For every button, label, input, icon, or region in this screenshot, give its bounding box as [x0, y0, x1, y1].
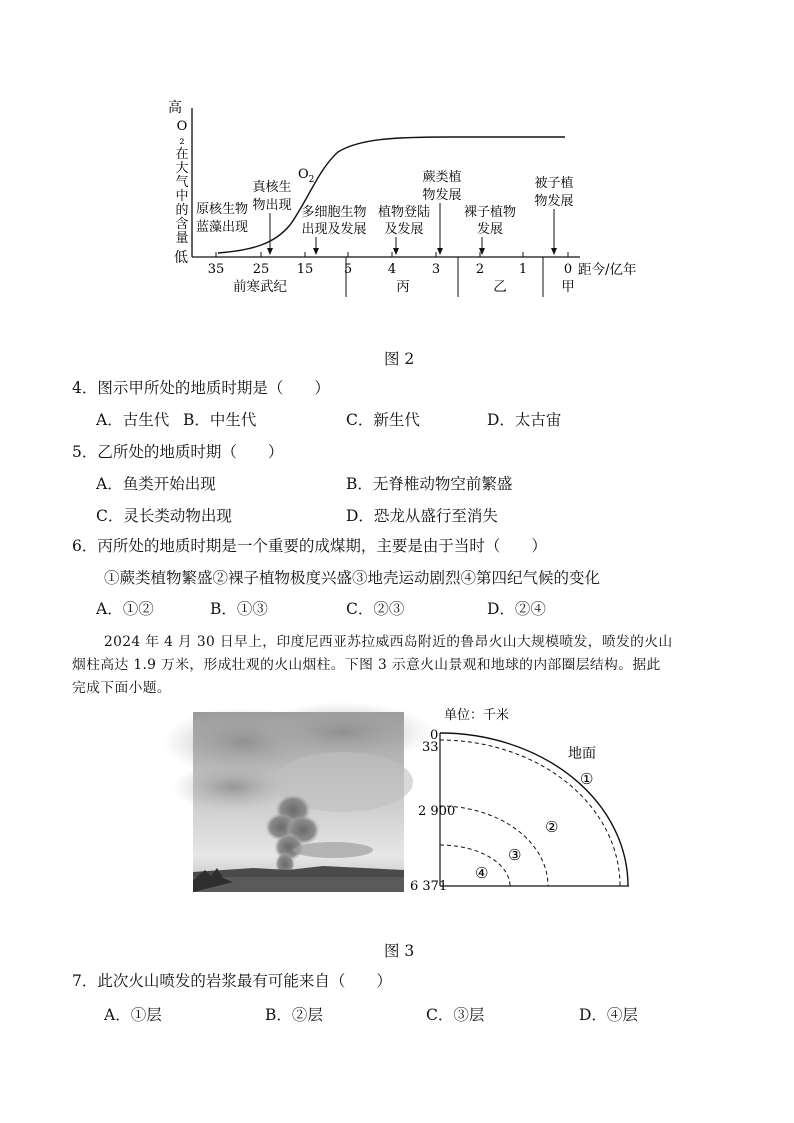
x-axis-tick-label: 35 [207, 262, 225, 277]
unit-label: 单位：千米 [444, 708, 510, 723]
surface-arc [440, 733, 628, 886]
question-5-option-a[interactable]: A．鱼类开始出现 [96, 475, 216, 493]
question-5-option-c[interactable]: C．灵长类动物出现 [96, 507, 232, 525]
depth-label-2900: 2 900 [418, 804, 456, 819]
era-label-yi: 乙 [493, 279, 507, 295]
event-label-line-1: 原核生物 [195, 202, 249, 217]
x-axis-tick-labels [208, 262, 572, 277]
event-label-line-2: 出现及发展 [301, 222, 367, 237]
passage-line-3: 完成下面小题。 [72, 680, 172, 696]
x-axis-tick-label: 3 [431, 262, 441, 277]
y-axis-title-char: 中 [175, 189, 189, 204]
event-arrow-head [313, 248, 319, 255]
question-7-option-a[interactable]: A．①层 [104, 1006, 162, 1024]
event-arrow-head [551, 248, 557, 255]
question-6-option-b[interactable]: B．①③ [210, 600, 268, 618]
layer-label-3: ③ [508, 846, 522, 864]
question-7-stem: 7．此次火山喷发的岩浆最有可能来自（ ） [72, 972, 392, 990]
era-label-jia: 甲 [561, 279, 575, 295]
event-label-line-1: 真核生 [252, 180, 292, 195]
x-axis-unit-label: 距今/亿年 [578, 262, 637, 278]
question-6-option-c[interactable]: C．②③ [346, 600, 405, 618]
passage-line-2: 烟柱高达 1.9 万米，形成壮观的火山烟柱。下图 3 示意火山景观和地球的内部圈层结构。据此 [72, 657, 661, 673]
y-axis-title-char: 气 [175, 175, 189, 190]
x-axis-tick-label: 2 [475, 262, 485, 277]
question-5-option-d[interactable]: D．恐龙从盛行至消失 [346, 507, 498, 525]
y-axis-title-char: ₂ [179, 133, 185, 148]
question-7-option-b[interactable]: B．②层 [265, 1006, 323, 1024]
event-arrow-head [393, 248, 399, 255]
event-label-line-1: 被子植 [534, 176, 574, 191]
event-arrow-head [267, 248, 273, 255]
x-axis-tick-label: 0 [563, 262, 573, 277]
x-axis-ticks [216, 252, 568, 257]
question-5-stem: 5．乙所处的地质时期（ ） [72, 443, 284, 461]
y-axis-title-char: 含 [175, 217, 189, 232]
x-axis-tick-label: 25 [252, 262, 270, 277]
question-4-stem: 4．图示甲所处的地质时期是（ ） [72, 379, 330, 397]
event-labels [196, 169, 574, 255]
question-4-option-a[interactable]: A．古生代 [96, 411, 170, 429]
figure-2-diagram [0, 0, 794, 340]
depth-label-6371: 6 371 [410, 879, 448, 894]
x-axis-tick-label: 1 [518, 262, 528, 277]
question-5-option-b[interactable]: B．无脊椎动物空前繁盛 [346, 475, 513, 493]
question-7-option-d[interactable]: D．④层 [579, 1006, 638, 1024]
depth-label-0: 0 [430, 728, 439, 743]
y-axis-title [175, 119, 188, 246]
event-label-line-1: 植物登陆 [377, 205, 431, 220]
event-label-line-2: 物出现 [252, 198, 292, 213]
y-axis-title-char: O [176, 119, 188, 134]
y-axis-title-char: 量 [175, 231, 189, 246]
era-label-bing: 丙 [396, 279, 410, 295]
event-label-line-2: 及发展 [384, 222, 424, 237]
layer-label-4: ④ [475, 864, 489, 882]
question-7-option-c[interactable]: C．③层 [426, 1006, 485, 1024]
event-label-line-2: 发展 [476, 222, 504, 237]
event-label-line-1: 蕨类植 [422, 170, 462, 185]
y-axis-title-char: 大 [175, 161, 189, 176]
o2-curve-label: $O_2$ [298, 167, 315, 185]
event-label-line-1: 裸子植物 [463, 205, 517, 220]
layer-label-2: ② [545, 818, 559, 836]
x-axis-tick-label: 15 [296, 262, 314, 277]
layer-label-1: ① [580, 770, 594, 788]
question-6-stem: 6．丙所处的地质时期是一个重要的成煤期，主要是由于当时（ ） [72, 537, 547, 555]
question-4-option-d[interactable]: D．太古宙 [487, 411, 562, 429]
y-axis-high-label: 高 [168, 100, 182, 116]
earth-layers-diagram [410, 700, 640, 895]
passage-line-1: 2024 年 4 月 30 日早上，印度尼西亚苏拉威西岛附近的鲁昂火山大规模喷发，喷发的火山 [104, 634, 673, 650]
y-axis-title-char: 的 [175, 203, 189, 218]
event-label-line-2: 物发展 [534, 194, 574, 209]
event-label-line-2: 蓝藻出现 [195, 220, 249, 235]
y-axis-title-char: 在 [175, 147, 189, 162]
figure-3-caption: 图 3 [384, 942, 415, 960]
era-label-precambrian: 前寒武纪 [233, 279, 287, 295]
depth-label-33: 33 [422, 740, 439, 755]
question-6-option-d[interactable]: D．②④ [487, 600, 546, 618]
volcano-eruption-photo [193, 712, 404, 892]
question-6-option-a[interactable]: A．①② [96, 600, 154, 618]
question-4-option-b[interactable]: B．中生代 [183, 411, 257, 429]
surface-label: 地面 [568, 746, 596, 762]
question-4-option-c[interactable]: C．新生代 [346, 411, 420, 429]
event-label-line-2: 物发展 [422, 188, 462, 203]
event-label-line-1: 多细胞生物 [301, 205, 367, 220]
question-6-statements: ①蕨类植物繁盛②裸子植物极度兴盛③地壳运动剧烈④第四纪气候的变化 [104, 569, 601, 587]
x-axis-tick-label: 4 [387, 262, 397, 277]
figure-2-caption: 图 2 [384, 350, 415, 368]
x-axis-tick-label: 5 [343, 262, 353, 277]
event-arrow-head [437, 248, 443, 255]
y-axis-low-label: 低 [174, 250, 188, 266]
